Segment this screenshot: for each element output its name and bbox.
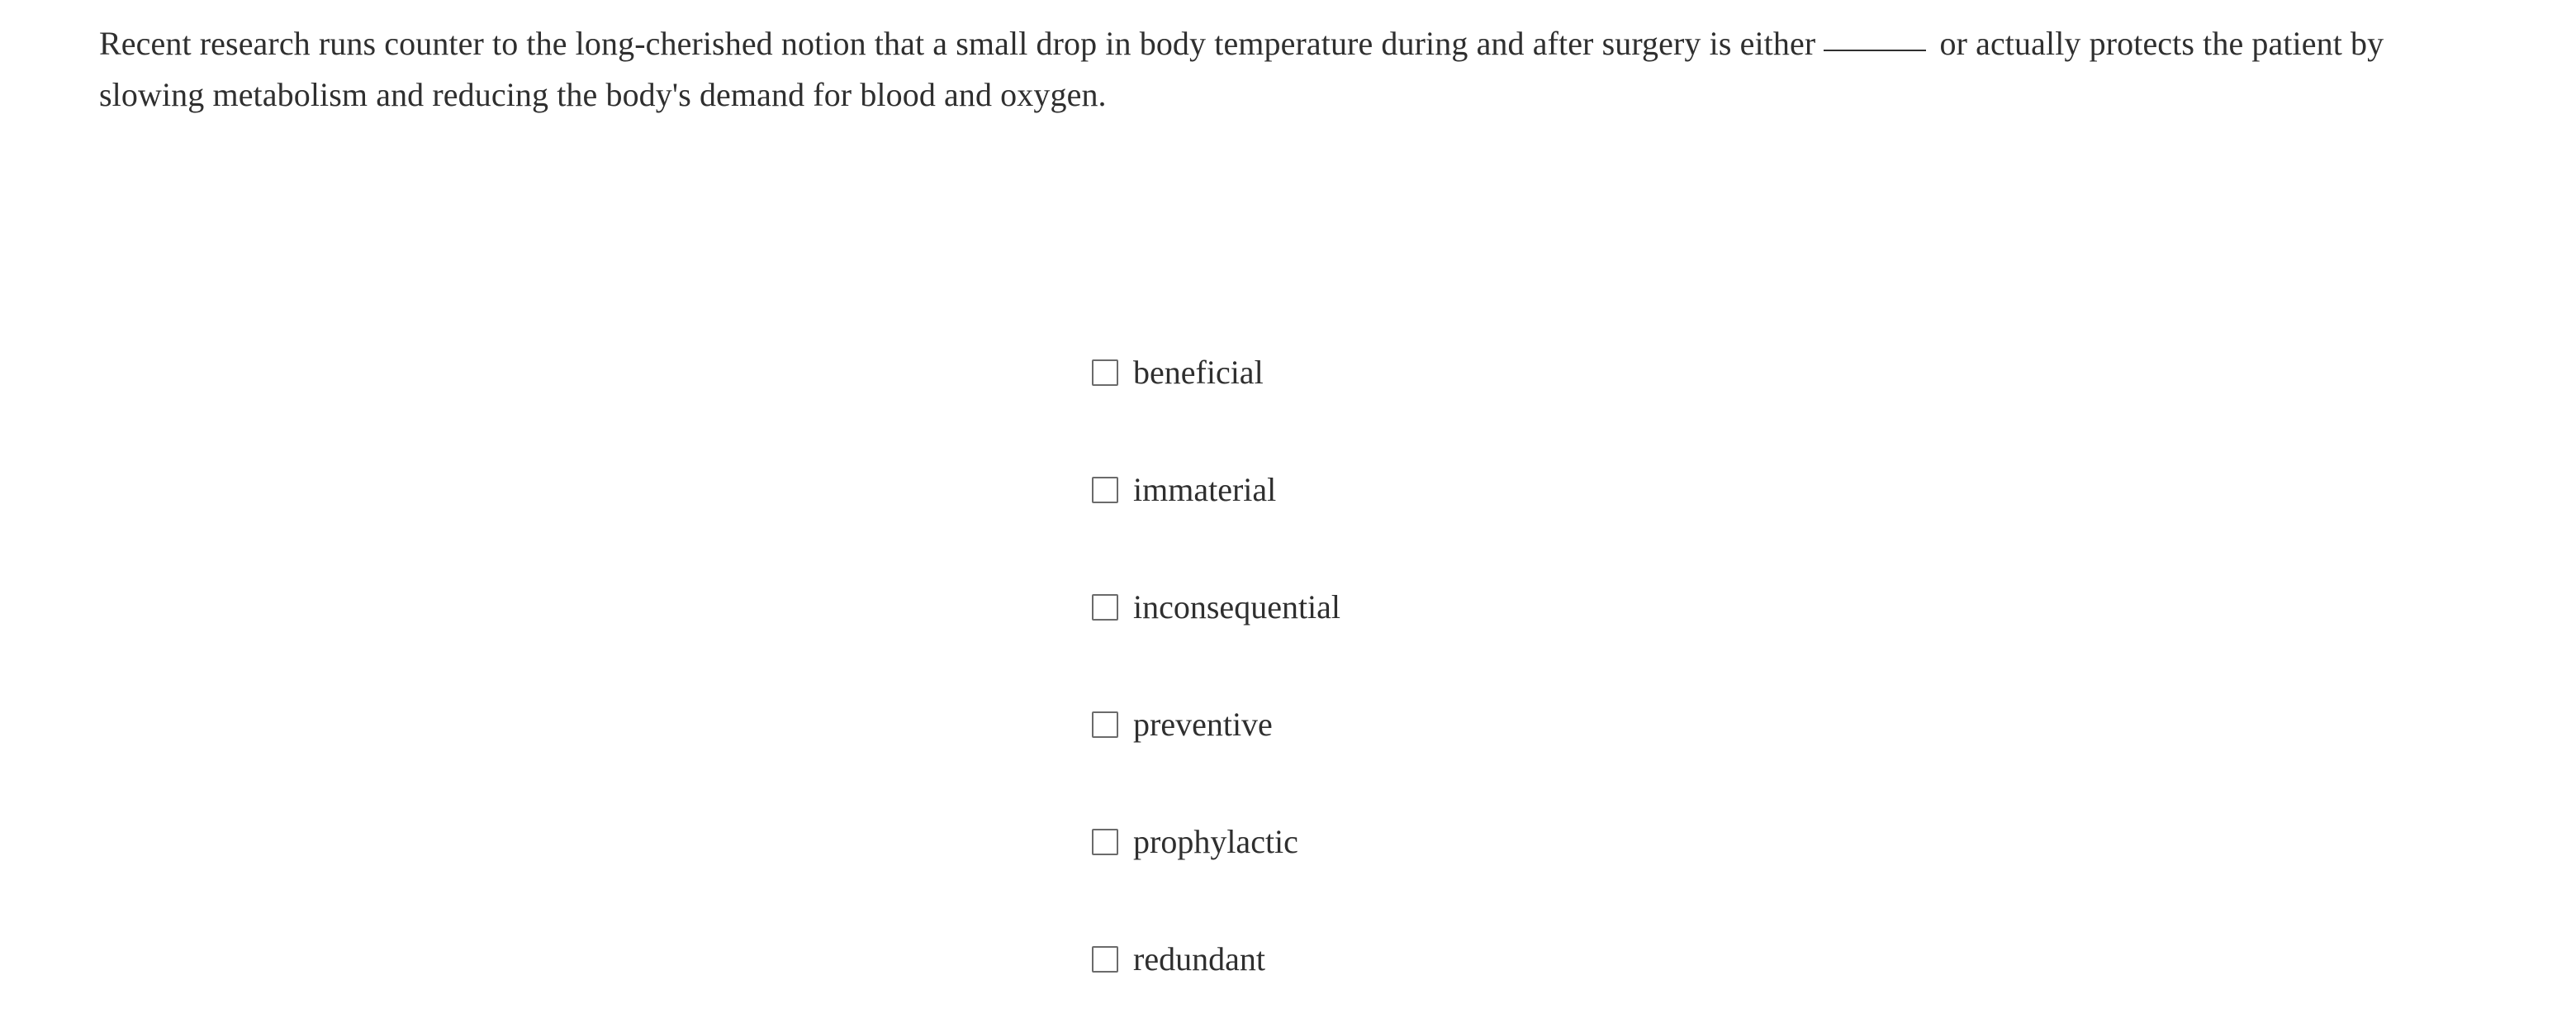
question-text-after-blank: or actually protects the patient by slowing metabolism and reducing the body's demand for blood and oxygen. [99,25,2384,113]
answer-options-list [1092,350,1340,982]
option-row[interactable] [1092,585,1340,630]
option-label[interactable]: preventive [1133,706,1273,743]
blank-underline [1824,50,1926,51]
checkbox-icon[interactable] [1092,711,1118,738]
checkbox-icon[interactable] [1092,829,1118,855]
checkbox-icon[interactable] [1092,594,1118,621]
question-text-before-blank: Recent research runs counter to the long-cherished notion that a small drop in body temperature during and after surgery is either [99,25,1816,62]
option-row[interactable] [1092,937,1340,982]
option-label[interactable]: beneficial [1133,354,1264,391]
option-row[interactable] [1092,468,1340,512]
checkbox-icon[interactable] [1092,477,1118,503]
checkbox-icon[interactable] [1092,946,1118,973]
option-label[interactable]: redundant [1133,940,1265,978]
question-stem [99,18,2412,121]
option-label[interactable]: immaterial [1133,471,1277,508]
option-row[interactable] [1092,350,1340,395]
option-label[interactable]: inconsequential [1133,588,1341,626]
option-row[interactable] [1092,702,1340,747]
checkbox-icon[interactable] [1092,359,1118,386]
option-label[interactable]: prophylactic [1133,823,1298,860]
option-row[interactable] [1092,820,1340,864]
